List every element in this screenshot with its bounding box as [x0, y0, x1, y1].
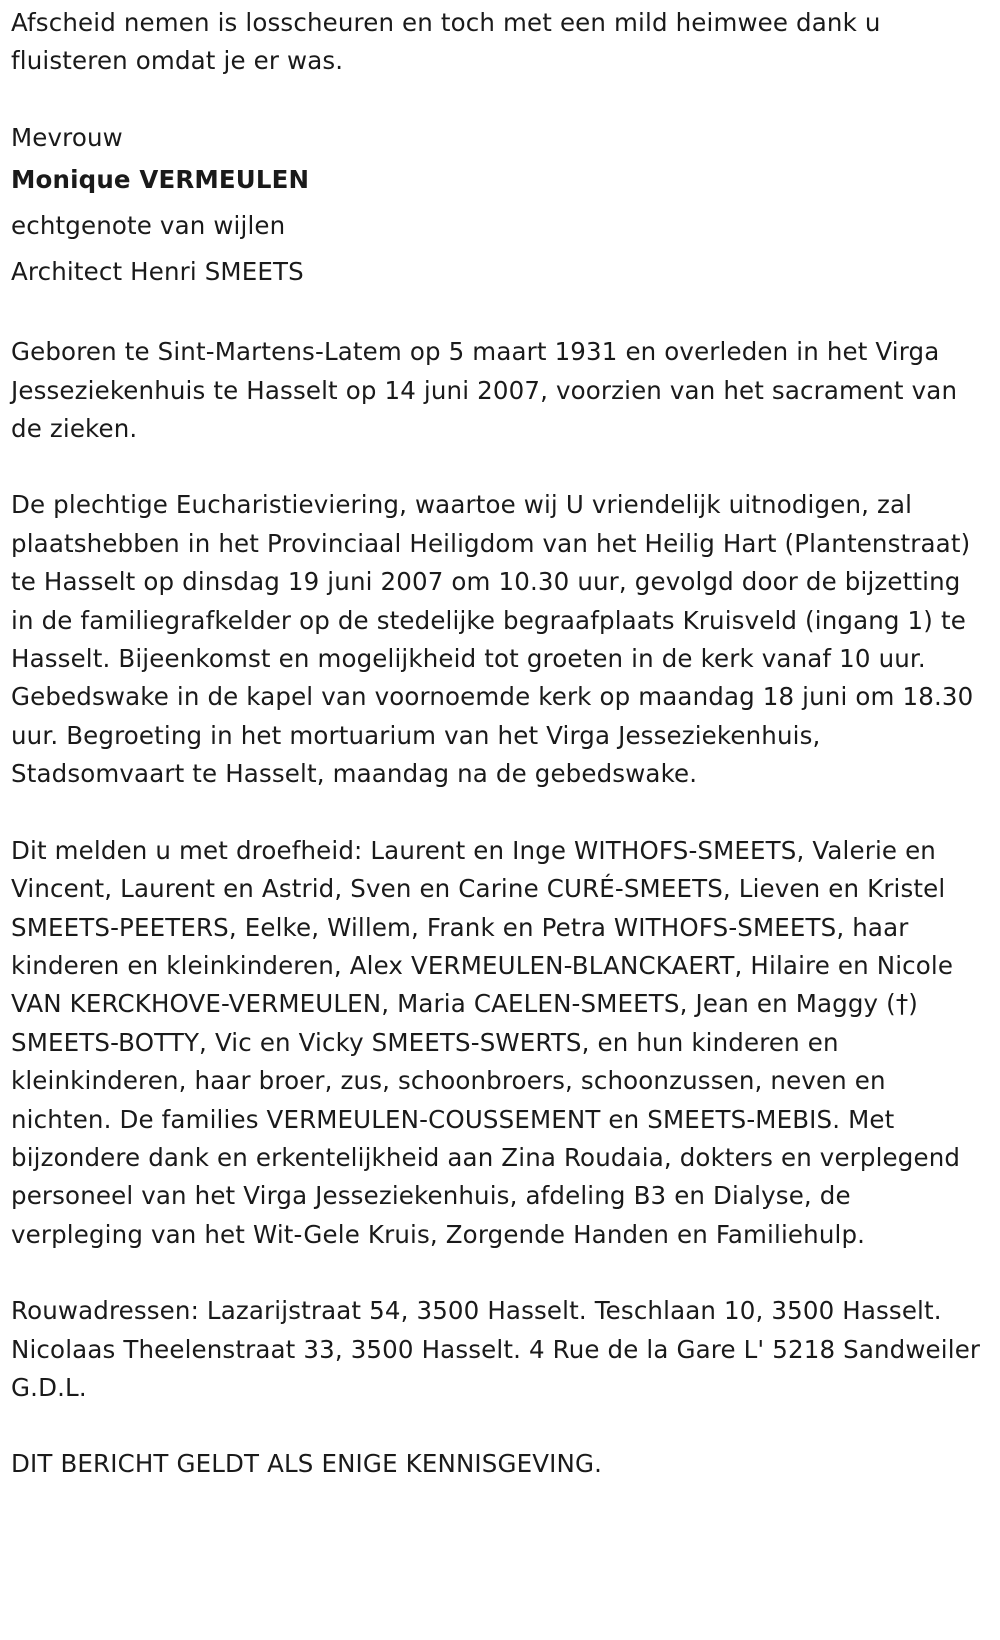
family-paragraph: Dit melden u met droefheid: Laurent en Inge WITHOFS-SMEETS, Valerie en Vincent, Laurent en Astrid, Sven en Carine CURÉ-SMEETS, Lieven en Kristel SMEETS-PEETERS, Eelke, Willem, Frank en Petra WITHOFS-SMEETS, haar kinderen en kleinkinderen, Alex VERMEULEN-BLANCKAERT, Hilaire en Nicole VAN KERCKHOVE-VERMEULEN, Maria CAELEN-SMEETS, Jean en Maggy (†) SMEETS-BOTTY, Vic en Vicky SMEETS-SWERTS, en hun kinderen en kleinkinderen, haar broer, zus, schoonbroers, schoonzussen, neven en nichten. De families VERMEULEN-COUSSEMENT en SMEETS-MEBIS. Met bijzondere dank en erkentelijkheid aan Zina Roudaia, dokters en verplegend personeel van het Virga Jesseziekenhuis, afdeling B3 en Dialyse, de verpleging van het Wit-Gele Kruis, Zorgende Handen en Familiehulp. — [11, 835, 961, 1249]
opening-quote: Afscheid nemen is losscheuren en toch met een mild heimwee dank u fluisteren omdat je er was. — [11, 8, 881, 76]
closing-statement: DIT BERICHT GELDT ALS ENIGE KENNISGEVING. — [11, 1449, 603, 1479]
spouse-name: Architect Henri SMEETS — [11, 257, 304, 287]
honorific: Mevrouw — [11, 122, 123, 152]
ceremony-paragraph: De plechtige Eucharistieviering, waartoe wij U vriendelijk uitnodigen, zal plaatshebben in het Provinciaal Heiligdom van het Heilig Hart (Plantenstraat) te Hasselt op dinsdag 19 juni 2007 om 10.30 uur, gevolgd door de bijzetting in de familiegrafkelder op de stedelijke begraafplaats Kruisveld (ingang 1) te Hasselt. Bijeenkomst en mogelijkheid tot groeten in de kerk vanaf 10 uur. Gebedswake in de kapel van voornoemde kerk op maandag 18 juni om 18.30 uur. Begroeting in het mortuarium van het Virga Jesseziekenhuis, Stadsomvaart te Hasselt, maandag na de gebedswake. — [11, 490, 974, 789]
deceased-name: Monique VERMEULEN — [11, 165, 310, 195]
birth-death-paragraph: Geboren te Sint-Martens-Latem op 5 maart 1931 en overleden in het Virga Jesseziekenhuis te Hasselt op 14 juni 2007, voorzien van het sacrament van de zieken. — [11, 337, 958, 444]
relation-line: echtgenote van wijlen — [11, 211, 286, 241]
addresses-paragraph: Rouwadressen: Lazarijstraat 54, 3500 Hasselt. Teschlaan 10, 3500 Hasselt. Nicolaas Theelenstraat 33, 3500 Hasselt. 4 Rue de la Gare L' 5218 Sandweiler G.D.L. — [11, 1296, 981, 1402]
